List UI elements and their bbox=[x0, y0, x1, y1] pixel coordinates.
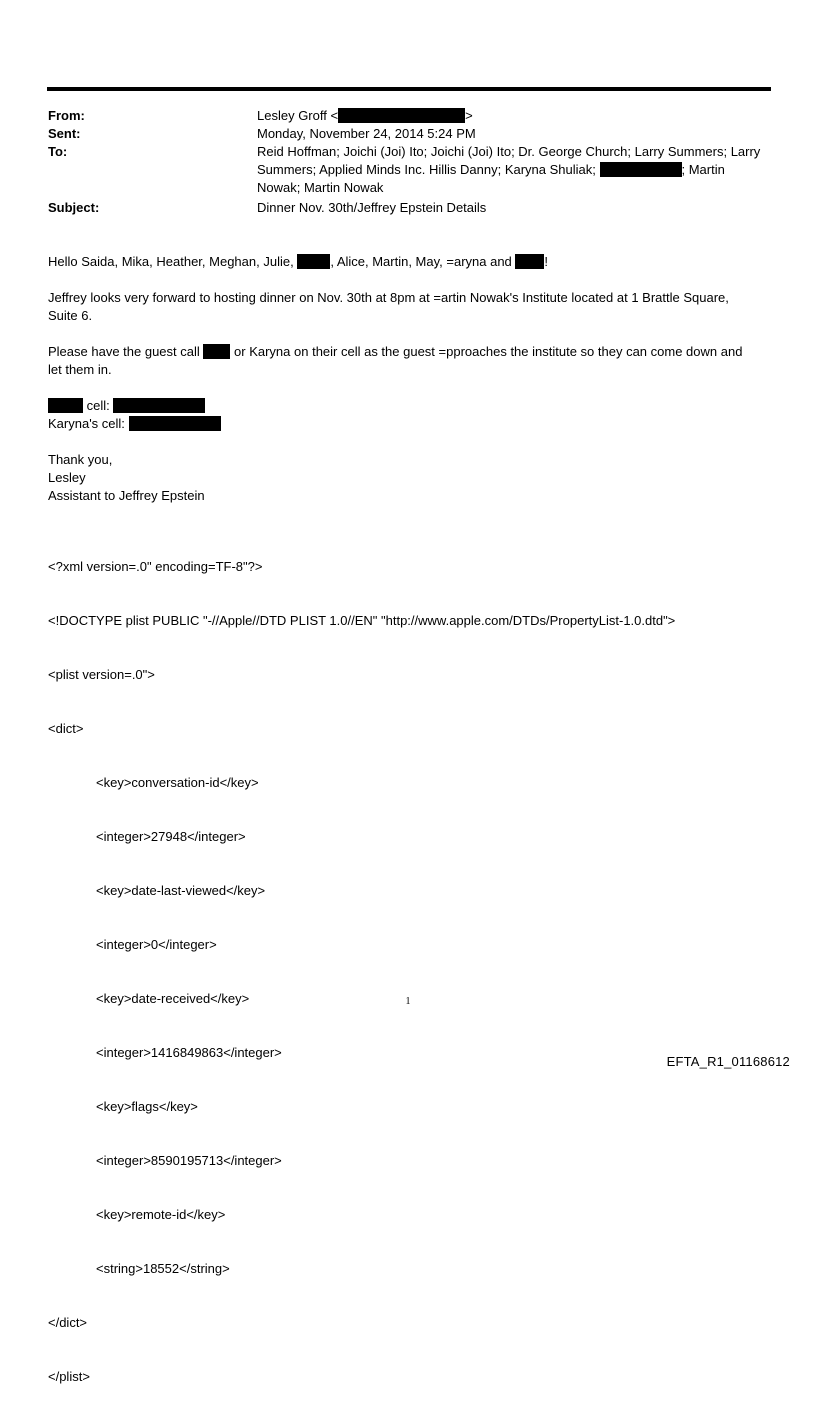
sent-label: Sent: bbox=[48, 126, 81, 141]
redaction-box bbox=[297, 254, 330, 269]
greeting bbox=[48, 253, 772, 271]
to-line-2-text: Summers; Applied Minds Inc. Hillis Danny; Karyna Shuliak; bbox=[257, 162, 596, 177]
xml-line: <dict> bbox=[48, 721, 84, 736]
sent-value: Monday, November 24, 2014 5:24 PM bbox=[257, 126, 476, 141]
redaction-box bbox=[203, 344, 230, 359]
page-number: 1 bbox=[405, 996, 411, 1007]
to-line-2 bbox=[257, 161, 772, 179]
redaction-box bbox=[113, 398, 205, 413]
redaction-box bbox=[48, 398, 83, 413]
to-line-1: Reid Hoffman; Joichi (Joi) Ito; Joichi (Joi) Ito; Dr. George Church; Larry Summers; Larry bbox=[257, 144, 761, 159]
xml-line: <integer>1416849863</integer> bbox=[96, 1045, 282, 1060]
greeting-text-1: Hello Saida, Mika, Heather, Meghan, Julie, bbox=[48, 254, 294, 269]
subject-label: Subject: bbox=[48, 200, 100, 215]
bates-number: EFTA_R1_01168612 bbox=[666, 1054, 790, 1069]
to-line-2-end: ; Martin bbox=[681, 162, 725, 177]
paragraph-1 bbox=[48, 289, 772, 325]
greeting-text-2: , Alice, Martin, May, =aryna and bbox=[330, 254, 512, 269]
xml-line: <key>date-last-viewed</key> bbox=[96, 883, 266, 898]
xml-line: <string>18552</string> bbox=[96, 1261, 230, 1276]
signature-line-2: Lesley bbox=[48, 470, 86, 485]
signature-line-1: Thank you, bbox=[48, 452, 113, 467]
subject-value: Dinner Nov. 30th/Jeffrey Epstein Details bbox=[257, 200, 487, 215]
cell-1 bbox=[48, 397, 772, 415]
plist-xml bbox=[48, 522, 675, 1404]
xml-line: <key>conversation-id</key> bbox=[96, 775, 259, 790]
to-value bbox=[257, 143, 772, 197]
paragraph-1-line-2: Suite 6. bbox=[48, 308, 93, 323]
signature bbox=[48, 451, 772, 505]
xml-line: <!DOCTYPE plist PUBLIC "-//Apple//DTD PLIST 1.0//EN" "http://www.apple.com/DTDs/PropertyList-1.0.dtd"> bbox=[48, 613, 676, 628]
redaction-box bbox=[515, 254, 544, 269]
xml-line: <?xml version=.0" encoding=TF-8"?> bbox=[48, 559, 263, 574]
from-label: From: bbox=[48, 108, 85, 123]
header-rule bbox=[47, 87, 771, 91]
cell-2 bbox=[48, 415, 772, 433]
to-label: To: bbox=[48, 144, 68, 159]
xml-line: <plist version=.0"> bbox=[48, 667, 155, 682]
to-line-3: Nowak; Martin Nowak bbox=[257, 180, 384, 195]
paragraph-2 bbox=[48, 343, 772, 379]
redaction-box bbox=[338, 108, 465, 123]
xml-line: <key>date-received</key> bbox=[96, 991, 250, 1006]
xml-line: <integer>27948</integer> bbox=[96, 829, 246, 844]
signature-line-3: Assistant to Jeffrey Epstein bbox=[48, 488, 205, 503]
xml-line: </plist> bbox=[48, 1369, 90, 1384]
from-name: Lesley Groff < bbox=[257, 108, 339, 123]
paragraph-2-text-2: or Karyna on their cell as the guest =pproaches the institute so they can come down and bbox=[234, 344, 743, 359]
from-value bbox=[257, 107, 772, 125]
redaction-box bbox=[129, 416, 221, 431]
paragraph-1-line-1: Jeffrey looks very forward to hosting dinner on Nov. 30th at 8pm at =artin Nowak's Institute located at 1 Brattle Square, bbox=[48, 290, 729, 305]
xml-line: <key>remote-id</key> bbox=[96, 1207, 226, 1222]
greeting-text-3: ! bbox=[544, 254, 549, 269]
cell-1-label: cell: bbox=[86, 398, 110, 413]
redaction-box bbox=[600, 162, 682, 177]
from-close: > bbox=[465, 108, 473, 123]
xml-line: <key>flags</key> bbox=[96, 1099, 198, 1114]
xml-line: <integer>8590195713</integer> bbox=[96, 1153, 282, 1168]
paragraph-2-text-1: Please have the guest call bbox=[48, 344, 200, 359]
xml-line: <integer>0</integer> bbox=[96, 937, 217, 952]
paragraph-2-line-2: let them in. bbox=[48, 362, 112, 377]
xml-line: </dict> bbox=[48, 1315, 88, 1330]
cell-2-label: Karyna's cell: bbox=[48, 416, 125, 431]
